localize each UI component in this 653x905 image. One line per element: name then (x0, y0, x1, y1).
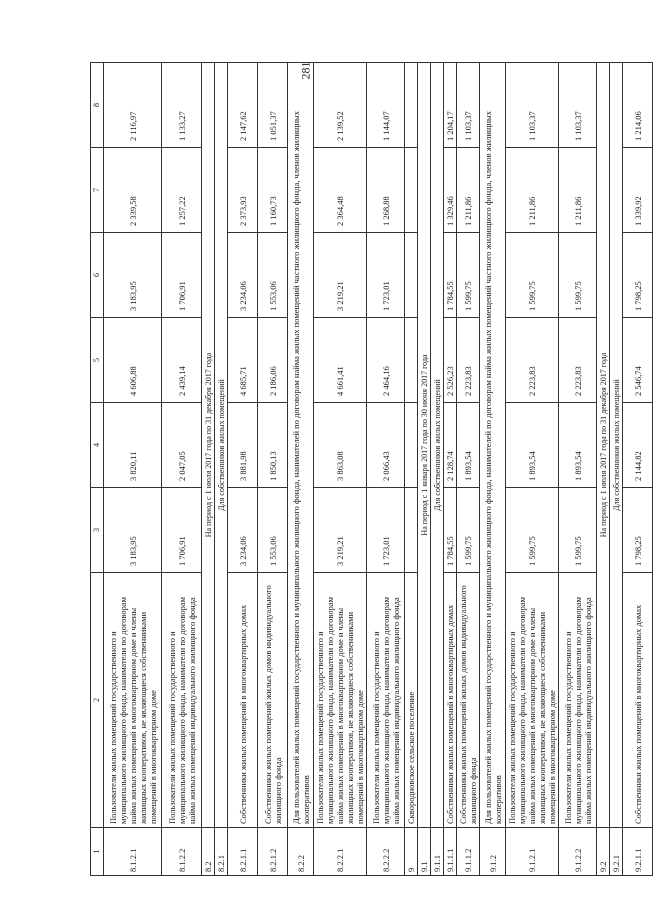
section-row (480, 63, 506, 876)
tariff-value: 1 599,75 (559, 488, 597, 573)
tariff-value: 2 128,74 (444, 403, 457, 488)
tariff-value (405, 148, 418, 233)
row-code: 8.1.2.2 (162, 828, 202, 876)
header-row (91, 63, 104, 876)
tariff-value (405, 403, 418, 488)
tariff-value: 1 268,88 (367, 148, 405, 233)
table-row (559, 63, 597, 876)
tariff-value: 1 103,37 (457, 63, 480, 148)
section-label: Для пользователей жилых помещений государственного и муниципального жилищного фонда, нанимателей по договорам найма жилых помещений частного жилищного фонда, членов жилищных кооперативов (288, 63, 314, 828)
tariff-value: 2 066,43 (367, 403, 405, 488)
row-code: 9.1.1.2 (457, 828, 480, 876)
subsection-label: Для собственников жилых помещений (215, 63, 228, 828)
tariff-value: 2 223,83 (457, 318, 480, 403)
column-number: 6 (91, 233, 104, 318)
row-description: Пользователи жилых помещений государственного и муниципального жилищного фонда, наниматели по договорам найма жилых помещений индивидуального жилищного фонда (162, 573, 202, 828)
tariff-value: 2 147,62 (228, 63, 258, 148)
column-number: 5 (91, 318, 104, 403)
tariff-value: 1 160,73 (258, 148, 288, 233)
column-number: 3 (91, 488, 104, 573)
tariff-value: 3 234,06 (228, 233, 258, 318)
table-row (457, 63, 480, 876)
tariff-table (90, 62, 653, 876)
tariff-value: 1 204,17 (444, 63, 457, 148)
row-code: 8.2 (202, 828, 215, 876)
row-description: Собственники жилых помещений жилых домов индивидуального жилищного фонда (457, 573, 480, 828)
tariff-value: 3 820,11 (104, 403, 162, 488)
subsection-label: Для собственников жилых помещений (431, 63, 444, 828)
row-description: Собственники жилых помещений в многоквартирных домах (623, 573, 653, 828)
column-number: 8 (91, 63, 104, 148)
subsection-row (215, 63, 228, 876)
tariff-value: 4 661,41 (314, 318, 367, 403)
row-code: 9.1.1 (431, 828, 444, 876)
row-code: 8.2.2.1 (314, 828, 367, 876)
row-code: 8.1.2.1 (104, 828, 162, 876)
tariff-value: 1 599,75 (457, 233, 480, 318)
tariff-value: 3 183,95 (104, 233, 162, 318)
tariff-value: 4 685,71 (228, 318, 258, 403)
tariff-value: 1 214,06 (623, 63, 653, 148)
tariff-value: 1 599,75 (506, 488, 559, 573)
tariff-value: 2 364,48 (314, 148, 367, 233)
tariff-value: 1 706,91 (162, 488, 202, 573)
row-description: Собственники жилых помещений в многоквартирных домах (444, 573, 457, 828)
tariff-value: 1 599,75 (559, 233, 597, 318)
tariff-value: 1 893,54 (559, 403, 597, 488)
row-code: 9.1.1.1 (444, 828, 457, 876)
table-row (104, 63, 162, 876)
row-code: 8.2.1.1 (228, 828, 258, 876)
row-description: Собственники жилых помещений в многоквартирных домах (228, 573, 258, 828)
subsection-row (431, 63, 444, 876)
period-row (202, 63, 215, 876)
period-label: На период с 1 января 2017 года по 30 июня 2017 года (418, 63, 431, 828)
tariff-value: 3 234,06 (228, 488, 258, 573)
tariff-value: 3 219,21 (314, 488, 367, 573)
row-code: 8.2.1.2 (258, 828, 288, 876)
row-code: 9.1.2.2 (559, 828, 597, 876)
section-label: Для пользователей жилых помещений государственного и муниципального жилищного фонда, нанимателей по договорам найма жилых помещений частного жилищного фонда, членов жилищных кооперативов (480, 63, 506, 828)
row-description: Пользователи жилых помещений государственного и муниципального жилищного фонда, наниматели по договорам найма жилых помещений в многоквартирном доме и члены жилищных кооперативов, не являющиеся собственниками помещений в многоквартирном доме (506, 573, 559, 828)
table-row (314, 63, 367, 876)
tariff-value: 1 103,37 (506, 63, 559, 148)
row-code: 9.1 (418, 828, 431, 876)
tariff-value: 1 784,55 (444, 488, 457, 573)
row-code: 9 (405, 828, 418, 876)
tariff-value: 2 223,83 (506, 318, 559, 403)
row-code: 8.2.2 (288, 828, 314, 876)
period-row (597, 63, 610, 876)
row-code: 9.1.2 (480, 828, 506, 876)
tariff-value: 2 546,74 (623, 318, 653, 403)
tariff-value: 2 144,82 (623, 403, 653, 488)
tariff-value: 2 139,52 (314, 63, 367, 148)
row-description: Собственники жилых помещений жилых домов индивидуального жилищного фонда (258, 573, 288, 828)
tariff-value (405, 63, 418, 148)
tariff-value: 2 464,16 (367, 318, 405, 403)
table-row (258, 63, 288, 876)
tariff-value: 1 723,01 (367, 233, 405, 318)
tariff-value: 1 723,01 (367, 488, 405, 573)
tariff-value: 2 439,14 (162, 318, 202, 403)
tariff-value: 2 047,05 (162, 403, 202, 488)
column-number: 7 (91, 148, 104, 233)
tariff-table-rotated (90, 63, 643, 876)
table-row (367, 63, 405, 876)
tariff-value: 1 103,37 (559, 63, 597, 148)
period-label: На период с 1 июля 2017 года по 31 декабря 2017 года (202, 63, 215, 828)
subsection-label: Для собственников жилых помещений (610, 63, 623, 828)
table-row (444, 63, 457, 876)
tariff-value (405, 318, 418, 403)
column-number: 4 (91, 403, 104, 488)
tariff-value: 4 606,88 (104, 318, 162, 403)
tariff-value: 1 798,25 (623, 488, 653, 573)
column-number: 2 (91, 573, 104, 828)
tariff-value: 3 863,08 (314, 403, 367, 488)
tariff-value: 1 784,55 (444, 233, 457, 318)
row-code: 8.2.2.2 (367, 828, 405, 876)
row-description: Пользователи жилых помещений государственного и муниципального жилищного фонда, наниматели по договорам найма жилых помещений в многоквартирном доме и члены жилищных кооперативов, не являющиеся собственниками помещений в многоквартирном доме (314, 573, 367, 828)
table-row (506, 63, 559, 876)
tariff-value: 1 798,25 (623, 233, 653, 318)
tariff-value: 1 850,13 (258, 403, 288, 488)
tariff-value (405, 488, 418, 573)
tariff-value: 2 526,23 (444, 318, 457, 403)
table-row (162, 63, 202, 876)
tariff-value: 1 051,37 (258, 63, 288, 148)
row-code: 9.2.1 (610, 828, 623, 876)
tariff-value: 2 339,58 (104, 148, 162, 233)
section-row (288, 63, 314, 876)
tariff-value: 1 893,54 (506, 403, 559, 488)
row-code: 8.2.1 (215, 828, 228, 876)
row-description: Сквородновское сельское поселение (405, 573, 418, 828)
tariff-value: 3 219,21 (314, 233, 367, 318)
tariff-value: 1 144,07 (367, 63, 405, 148)
tariff-value: 1 257,22 (162, 148, 202, 233)
tariff-value: 1 599,75 (506, 233, 559, 318)
tariff-value: 1 211,86 (506, 148, 559, 233)
tariff-value: 1 339,92 (623, 148, 653, 233)
tariff-value: 1 329,46 (444, 148, 457, 233)
table-row (228, 63, 258, 876)
row-description: Пользователи жилых помещений государственного и муниципального жилищного фонда, наниматели по договорам найма жилых помещений индивидуального жилищного фонда (367, 573, 405, 828)
tariff-value (405, 233, 418, 318)
row-code: 9.2.1.1 (623, 828, 653, 876)
period-row (418, 63, 431, 876)
tariff-value: 2 116,97 (104, 63, 162, 148)
row-code: 9.2 (597, 828, 610, 876)
page-number: 281 (298, 61, 313, 79)
tariff-value: 2 373,93 (228, 148, 258, 233)
tariff-value: 1 706,91 (162, 233, 202, 318)
tariff-value: 3 881,98 (228, 403, 258, 488)
row-description: Пользователи жилых помещений государственного и муниципального жилищного фонда, наниматели по договорам найма жилых помещений в многоквартирном доме и члены жилищных кооперативов, не являющиеся собственниками помещений в многоквартирном доме (104, 573, 162, 828)
tariff-value: 1 599,75 (457, 488, 480, 573)
table-row (623, 63, 653, 876)
subsection-row (610, 63, 623, 876)
tariff-value: 1 211,86 (457, 148, 480, 233)
table-row (405, 63, 418, 876)
tariff-value: 1 553,06 (258, 233, 288, 318)
period-label: На период с 1 июля 2017 года по 31 декабря 2017 года (597, 63, 610, 828)
row-code: 9.1.2.1 (506, 828, 559, 876)
tariff-value: 1 133,27 (162, 63, 202, 148)
tariff-value: 3 183,95 (104, 488, 162, 573)
row-description: Пользователи жилых помещений государственного и муниципального жилищного фонда, наниматели по договорам найма жилых помещений индивидуального жилищного фонда (559, 573, 597, 828)
tariff-value: 1 553,06 (258, 488, 288, 573)
tariff-value: 1 211,86 (559, 148, 597, 233)
column-number: 1 (91, 828, 104, 876)
tariff-value: 2 186,06 (258, 318, 288, 403)
tariff-value: 1 893,54 (457, 403, 480, 488)
tariff-value: 2 223,83 (559, 318, 597, 403)
